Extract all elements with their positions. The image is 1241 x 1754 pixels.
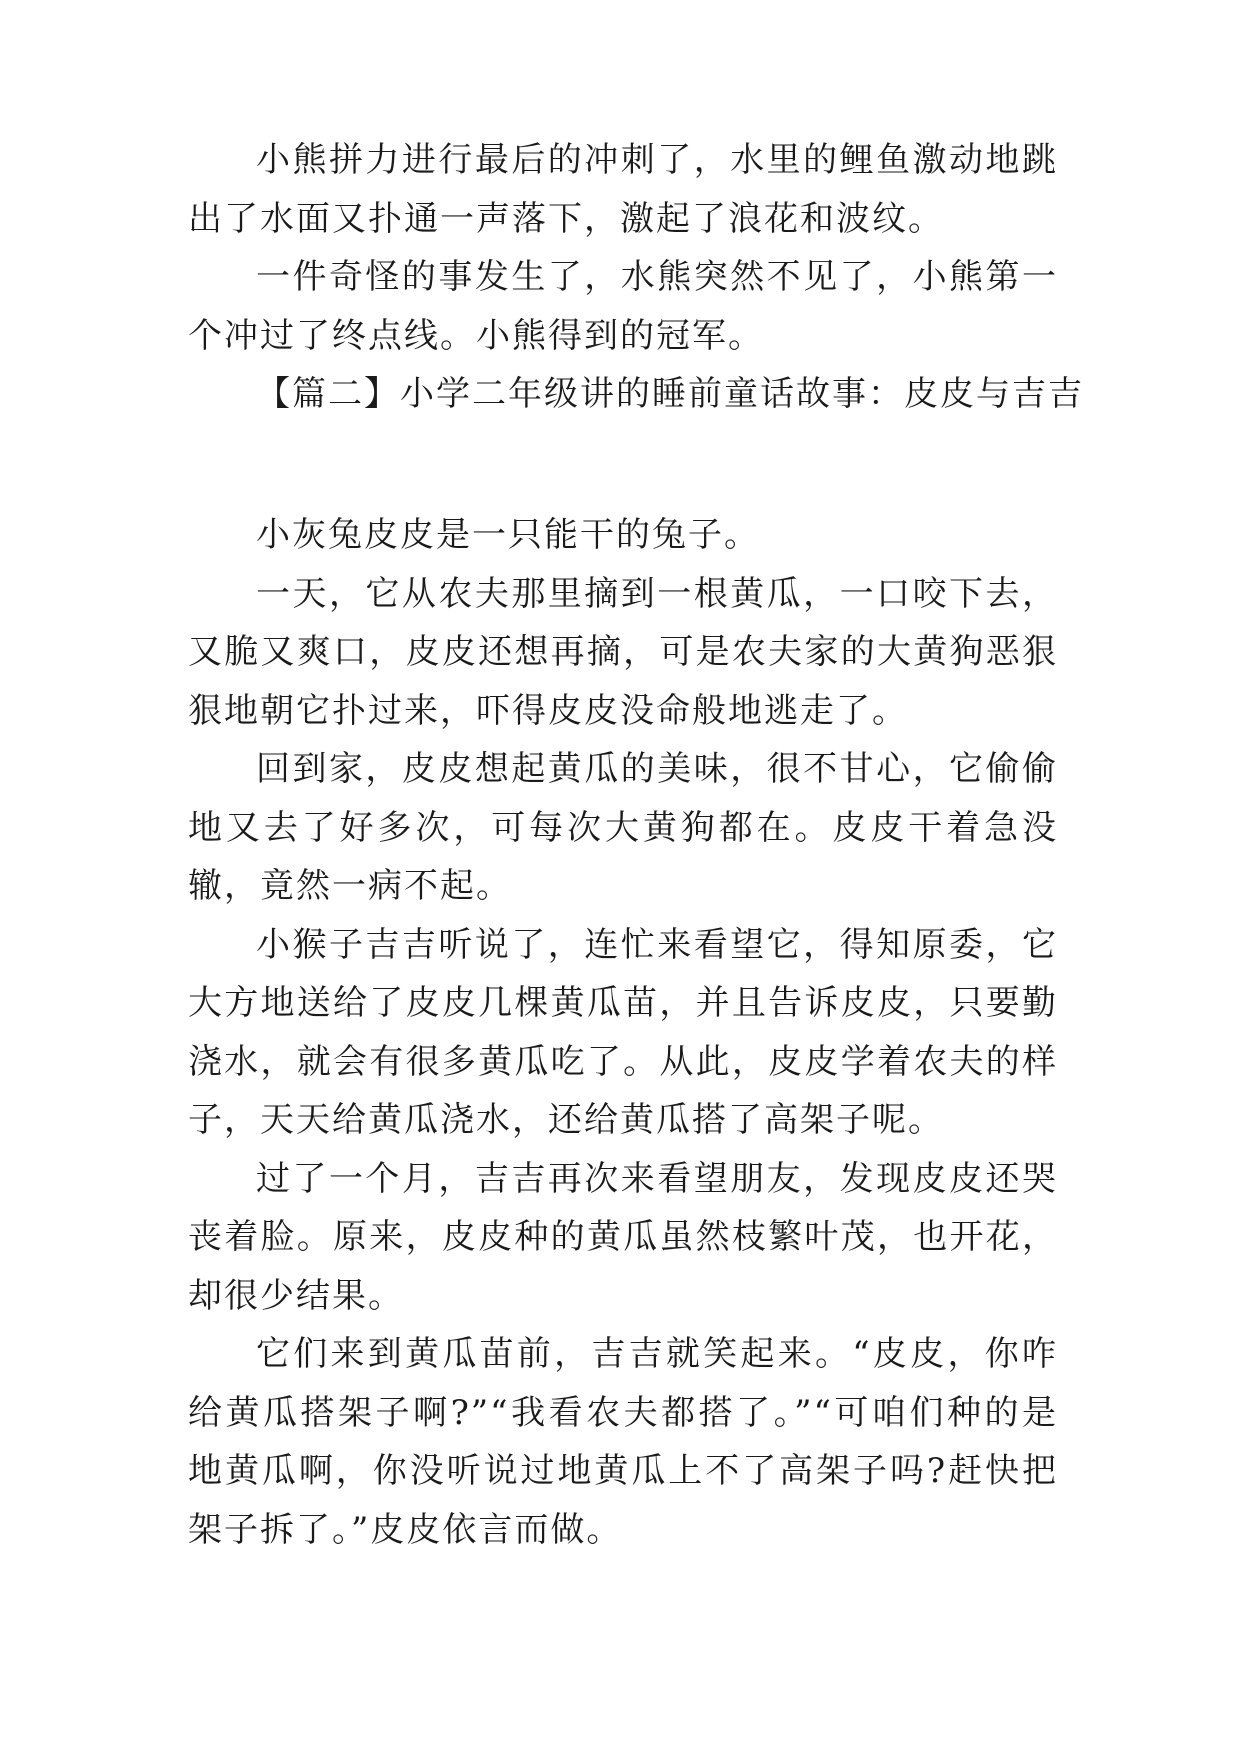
paragraph: 一天，它从农夫那里摘到一根黄瓜，一口咬下去，又脆又爽口，皮皮还想再摘，可是农夫家的大黄狗恶狠狠地朝它扑过来，吓得皮皮没命般地逃走了。 — [188, 573, 1058, 731]
section-heading-block — [188, 365, 1084, 424]
story-body — [188, 506, 1058, 1559]
paragraph: 过了一个月，吉吉再次来看望朋友，发现皮皮还哭丧着脸。原来，皮皮种的黄瓜虽然枝繁叶茂，也开花，却很少结果。 — [188, 1158, 1058, 1316]
paragraph: 它们来到黄瓜苗前，吉吉就笑起来。“皮皮，你咋给黄瓜搭架子啊?”“我看农夫都搭了。”“可咱们种的是地黄瓜啊，你没听说过地黄瓜上不了高架子吗?赶快把架子拆了。”皮皮依言而做。 — [188, 1334, 1058, 1550]
section-heading: 【篇二】小学二年级讲的睡前童话故事：皮皮与吉吉 — [256, 374, 1084, 414]
paragraph: 小灰兔皮皮是一只能干的兔子。 — [256, 515, 760, 555]
paragraph: 小猴子吉吉听说了，连忙来看望它，得知原委，它大方地送给了皮皮几棵黄瓜苗，并且告诉皮皮，只要勤浇水，就会有很多黄瓜吃了。从此，皮皮学着农夫的样子，天天给黄瓜浇水，还给黄瓜搭了高架子呢。 — [188, 924, 1058, 1140]
story-continuation — [188, 131, 1058, 365]
document-page — [188, 0, 1084, 1754]
paragraph: 一件奇怪的事发生了，水熊突然不见了，小熊第一个冲过了终点线。小熊得到的冠军。 — [188, 257, 1058, 356]
paragraph: 小熊拼力进行最后的冲刺了，水里的鲤鱼激动地跳出了水面又扑通一声落下，激起了浪花和波纹。 — [188, 140, 1058, 239]
paragraph: 回到家，皮皮想起黄瓜的美味，很不甘心，它偷偷地又去了好多次，可每次大黄狗都在。皮皮干着急没辙，竟然一病不起。 — [188, 749, 1058, 906]
